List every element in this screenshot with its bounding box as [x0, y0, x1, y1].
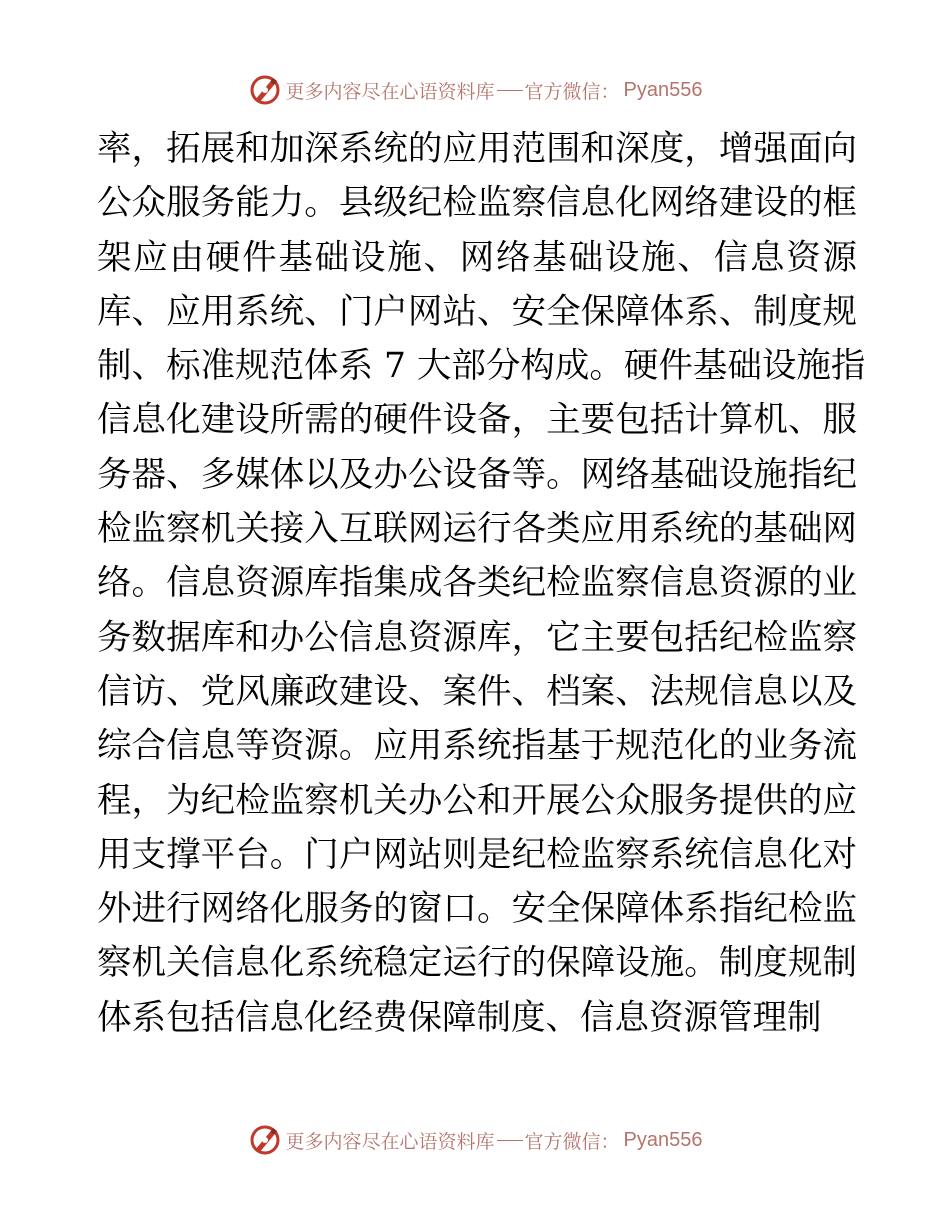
- text-line: 体系包括信息化经费保障制度、信息资源管理制: [97, 997, 822, 1038]
- text-line: 库、应用系统、门户网站、安全保障体系、制度规: [97, 291, 857, 332]
- text-line: 察机关信息化系统稳定运行的保障设施。制度规制: [97, 943, 857, 984]
- text-line: 程，为纪检监察机关办公和开展公众服务提供的应: [97, 780, 857, 821]
- document-body: [97, 122, 866, 1045]
- text-line: 率，拓展和加深系统的应用范围和深度，增强面向: [97, 129, 857, 169]
- text-line: 综合信息等资源。应用系统指基于规范化的业务流: [97, 726, 857, 767]
- banner-dash: [497, 90, 523, 91]
- wechat-id: Pyan556: [623, 1128, 703, 1151]
- wechat-label: 官方微信：: [524, 80, 620, 103]
- text-line: 信访、党风廉政建设、案件、档案、法规信息以及: [97, 671, 857, 712]
- text-line: 用支撑平台。门户网站则是纪检监察系统信息化对: [97, 834, 857, 875]
- header-banner: [0, 70, 950, 110]
- pen-circle-logo-icon: [248, 73, 282, 107]
- banner-text: 更多内容尽在心语资料库: [285, 1130, 495, 1153]
- text-line: 外进行网络化服务的窗口。安全保障体系指纪检监: [97, 889, 857, 930]
- banner-text: 更多内容尽在心语资料库: [285, 80, 495, 103]
- text-line: 务器、多媒体以及办公设备等。网络基础设施指纪: [97, 454, 857, 495]
- text-line: 架应由硬件基础设施、网络基础设施、信息资源: [97, 237, 857, 278]
- wechat-label: 官方微信：: [524, 1130, 620, 1153]
- text-line: 公众服务能力。县级纪检监察信息化网络建设的框: [97, 183, 857, 224]
- banner-dash: [497, 1140, 523, 1141]
- pen-circle-logo-icon: [248, 1123, 282, 1157]
- text-line: 制、标准规范体系 7 大部分构成。硬件基础设施指: [97, 346, 866, 387]
- footer-banner: [0, 1120, 950, 1160]
- text-line: 络。信息资源库指集成各类纪检监察信息资源的业: [97, 563, 857, 604]
- text-line: 检监察机关接入互联网运行各类应用系统的基础网: [97, 509, 857, 550]
- text-line: 务数据库和办公信息资源库，它主要包括纪检监察: [97, 617, 857, 658]
- text-line: 信息化建设所需的硬件设备，主要包括计算机、服: [97, 400, 857, 441]
- wechat-id: Pyan556: [623, 78, 703, 101]
